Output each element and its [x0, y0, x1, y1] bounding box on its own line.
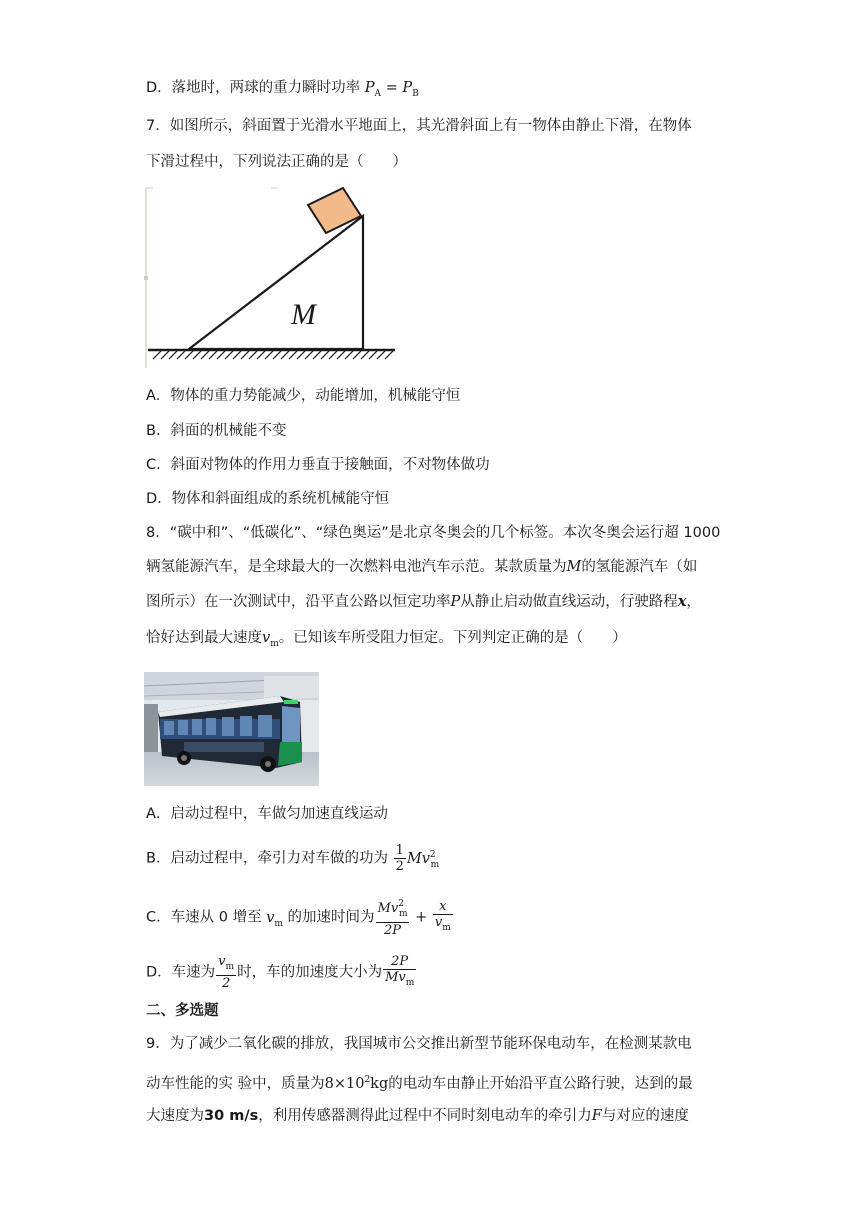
- q7-option-a: A．物体的重力势能减少，动能增加，机械能守恒: [146, 388, 461, 404]
- max-speed: $v_m$: [262, 630, 279, 649]
- time-fraction-2: $\frac{x}{v_m}$: [434, 899, 451, 933]
- q8-stem-line1: 8．“碳中和”、“低碳化”、“绿色奥运”是北京冬奥会的几个标签。本次冬奥会运行超 1000: [146, 525, 721, 541]
- q8-option-c: C．车速从 0 增至 $v_m$ 的加速时间为 $\frac{Mv^2_m}{2P}$ + $\frac{x}{v_m}$: [146, 899, 451, 938]
- mass-label: M: [291, 298, 316, 331]
- bus-photo: [144, 672, 319, 786]
- q9-line2: 动车性能的实 验中，质量为$8\times 10^2kg$的电动车由静止开始沿平直公路行驶，达到的最: [146, 1075, 693, 1092]
- acceleration-fraction: $\frac{2P}{Mv_m}$: [385, 954, 415, 988]
- mass-value: $8\times 10^2kg$: [324, 1075, 389, 1092]
- q6-option-d: D．落地时，两球的重力瞬时功率 $P_A = P_B$: [146, 80, 419, 99]
- half-fraction: $\frac{1}{2}$: [395, 843, 404, 874]
- section-title: 二、多选题: [146, 1003, 219, 1019]
- q8-stem-line2: 辆氢能源汽车，是全球最大的一次燃料电池汽车示范。某款质量为M的氢能源汽车（如: [146, 559, 698, 575]
- half-speed-fraction: $\frac{v_m}{2}$: [218, 954, 235, 991]
- q8-stem-line4: 恰好达到最大速度$v_m$。已知该车所受阻力恒定。下列判定正确的是（ ）: [146, 630, 627, 649]
- incline-wedge: [189, 216, 363, 349]
- q8-option-d: D．车速为 $\frac{v_m}{2}$ 时，车的加速度大小为 $\frac{2P}{Mv_m}$: [146, 954, 415, 991]
- equals-sign: =: [385, 80, 403, 96]
- q8-option-a: A．启动过程中，车做匀加速直线运动: [146, 806, 388, 822]
- incline-figure: [143, 184, 401, 370]
- q8-stem-line3: 图所示）在一次测试中，沿平直公路以恒定功率P从静止启动做直线运动，行驶路程x，: [146, 593, 701, 610]
- ground-hatching: [153, 351, 393, 359]
- q7-stem-line2: 下滑过程中，下列说法正确的是（ ）: [146, 154, 407, 170]
- q7-option-b: B．斜面的机械能不变: [146, 423, 287, 439]
- q7-option-c: C．斜面对物体的作用力垂直于接触面，不对物体做功: [146, 457, 490, 473]
- power-a: $P_A$: [364, 80, 382, 99]
- q8-option-b: B．启动过程中，牵引力对车做的功为 $\frac{1}{2}$ $Mv^2_m$: [146, 843, 440, 874]
- time-fraction-1: $\frac{Mv^2_m}{2P}$: [377, 899, 408, 938]
- q7-option-d: D．物体和斜面组成的系统机械能守恒: [146, 491, 390, 507]
- q9-line3: 大速度为30 m/s，利用传感器测得此过程中不同时刻电动车的牵引力F与对应的速度: [146, 1108, 689, 1124]
- q7-stem-line1: 7．如图所示，斜面置于光滑水平地面上，其光滑斜面上有一物体由静止下滑，在物体: [146, 118, 692, 134]
- q9-line1: 9．为了减少二氧化碳的排放，我国城市公交推出新型节能环保电动车，在检测某款电: [146, 1036, 692, 1052]
- power-b: $P_B$: [402, 80, 419, 99]
